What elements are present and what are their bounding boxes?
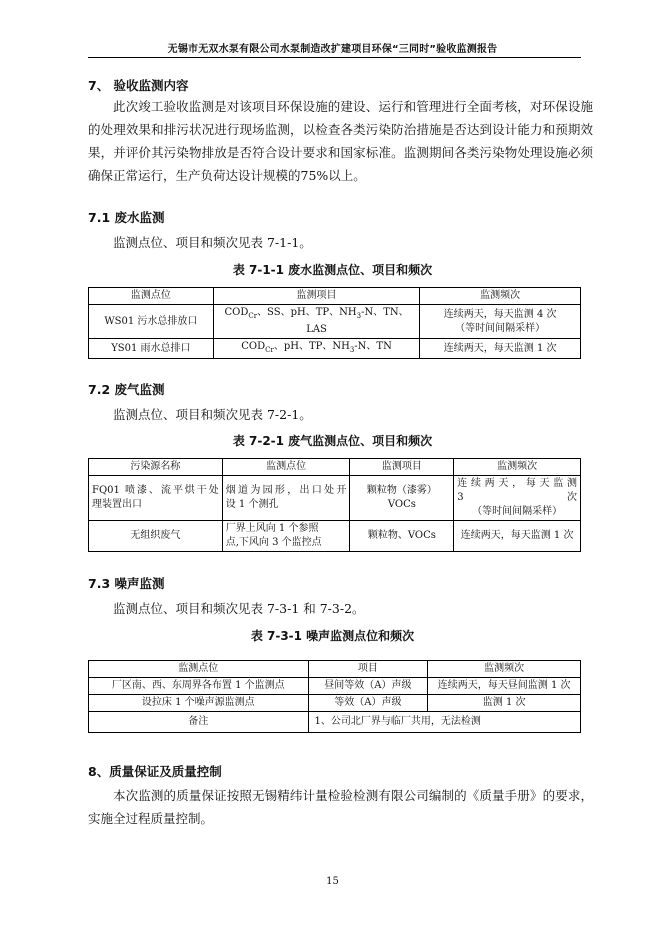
item-cell: 等效（A）声级	[308, 695, 428, 712]
freq-line: 连续两天，每天监测 4 次	[443, 308, 557, 320]
table-header-row	[89, 661, 581, 678]
freq-cell	[420, 305, 581, 339]
table-row	[89, 305, 581, 339]
header-cell: 污染源名称	[89, 459, 223, 476]
header-cell: 监测点位	[89, 661, 309, 678]
point-cell: 设拉床 1 个噪声源监测点	[89, 695, 309, 712]
source-line: FQ01 喷漆、流平烘干处	[92, 485, 219, 496]
source-line: 理装置出口	[92, 499, 142, 510]
section-7-2-intro: 监测点位、项目和频次见表 7-2-1。	[113, 407, 312, 422]
table-header-row	[89, 288, 581, 305]
section-7-2-title: 7.2 废气监测	[88, 382, 165, 397]
wastewater-table	[88, 287, 581, 359]
point-line: 设 1 个测孔	[225, 499, 279, 510]
point-line: 烟道为园形，出口处开	[225, 485, 347, 496]
noise-table	[88, 660, 581, 733]
freq-cell: 连续两天，每天监测 1 次	[454, 521, 581, 552]
point-line: 点,下风向 3 个监控点	[225, 537, 322, 548]
note-text-cell: 1、公司北厂界与临厂共用，无法检测	[308, 712, 580, 733]
freq-cell: 监测 1 次	[428, 695, 581, 712]
header-cell: 监测频次	[454, 459, 581, 476]
items-text: COD	[224, 307, 249, 318]
items-text: 、SS、pH、TP、NH	[257, 307, 357, 318]
section-7-1-intro: 监测点位、项目和频次见表 7-1-1。	[113, 235, 312, 250]
point-cell: YS01 雨水总排口	[89, 339, 214, 359]
note-row	[89, 712, 581, 733]
header-cell: 监测项目	[350, 459, 454, 476]
point-cell	[222, 521, 350, 552]
freq-line: （等时间间隔采样）	[472, 506, 563, 517]
table-row	[89, 476, 581, 521]
point-cell: 厂区南、西、东周界各布置 1 个监测点	[89, 678, 309, 695]
exhaust-gas-table	[88, 458, 581, 552]
item-cell: 昼间等效（A）声级	[308, 678, 428, 695]
items-subscript: Cr	[265, 346, 274, 354]
header-cell: 监测频次	[428, 661, 581, 678]
section-7-paragraph: 此次竣工验收监测是对该项目环保设施的建设、运行和管理进行全面考核，对环保设施的处理效果和排污状况进行现场监测，以检查各类污染防治措施是否达到设计能力和预期效果，并评价其污染物排放是否符合设计要求和国家标准。监测期间各类污染物处理设施必须确保正常运行，生产负荷达设计规模的75%以上。	[88, 99, 593, 183]
freq-cell: 连续两天，每天昼间监测 1 次	[428, 678, 581, 695]
source-cell	[89, 476, 223, 521]
table-row	[89, 695, 581, 712]
items-cell	[213, 339, 420, 359]
section-8-paragraph: 本次监测的质量保证按照无锡精纬计量检验检测有限公司编制的《质量手册》的要求，实施全过程质量控制。	[88, 788, 593, 826]
items-subscript: 3	[349, 346, 355, 354]
items-text: COD	[241, 341, 266, 352]
section-7-title: 7、 验收监测内容	[88, 78, 189, 93]
freq-line: （等时间间隔采样）	[455, 322, 546, 334]
section-7-3-intro: 监测点位、项目和频次见表 7-3-1 和 7-3-2。	[113, 601, 365, 616]
header-cell: 监测项目	[213, 288, 420, 305]
freq-line: 连 续 两 天 ， 每 天 监 测 3 次	[457, 478, 577, 503]
section-7-3-title: 7.3 噪声监测	[88, 576, 165, 591]
items-text: 、pH、TP、NH	[273, 341, 350, 352]
table-row	[89, 339, 581, 359]
items-text: -N、TN	[354, 341, 392, 352]
point-cell: WS01 污水总排放口	[89, 305, 214, 339]
header-cell: 监测点位	[89, 288, 214, 305]
items-cell	[213, 305, 420, 339]
table-7-2-1-caption: 表 7-2-1 废气监测点位、项目和频次	[232, 434, 433, 448]
point-line: 厂界上风向 1 个参照	[225, 523, 319, 534]
source-cell: 无组织废气	[89, 521, 223, 552]
page-number: 15	[326, 876, 339, 887]
header-rule	[88, 57, 581, 58]
freq-cell	[454, 476, 581, 521]
header-cell: 项目	[308, 661, 428, 678]
item-cell: 颗粒物、VOCs	[350, 521, 454, 552]
items-subscript: Cr	[248, 312, 258, 320]
header-cell: 监测频次	[420, 288, 581, 305]
table-7-1-1-caption: 表 7-1-1 废水监测点位、项目和频次	[232, 263, 433, 277]
freq-cell: 连续两天，每天监测 1 次	[420, 339, 581, 359]
table-row	[89, 521, 581, 552]
item-line: VOCs	[387, 499, 416, 510]
items-subscript: 3	[356, 312, 362, 320]
note-label-cell: 备注	[89, 712, 309, 733]
table-7-3-1-caption: 表 7-3-1 噪声监测点位和频次	[250, 629, 415, 643]
page-header: 无锡市无双水泵有限公司水泵制造改扩建项目环保“三同时”验收监测报告	[167, 44, 498, 55]
item-cell	[350, 476, 454, 521]
table-row	[89, 678, 581, 695]
point-cell	[222, 476, 350, 521]
section-8-title: 8、质量保证及质量控制	[88, 764, 222, 779]
section-7-1-title: 7.1 废水监测	[88, 210, 165, 225]
table-header-row	[89, 459, 581, 476]
header-cell: 监测点位	[222, 459, 350, 476]
item-line: 颗粒物（漆雾）	[366, 485, 437, 496]
items-text: -N、TN、LAS	[306, 307, 409, 335]
